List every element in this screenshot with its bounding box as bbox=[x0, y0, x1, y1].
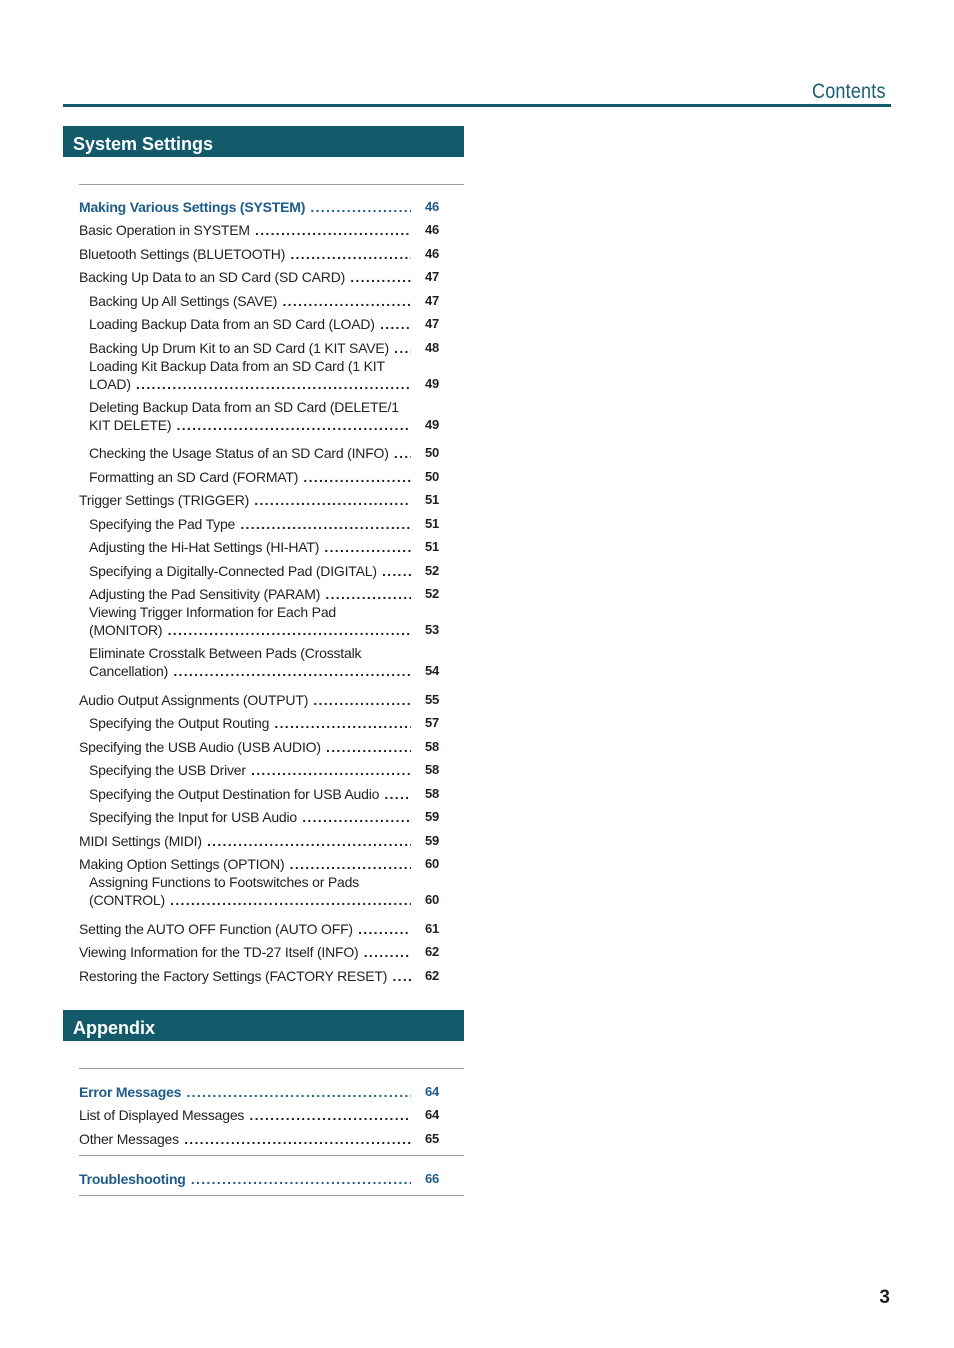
toc-entry-auto-off[interactable]: Setting the AUTO OFF Function (AUTO OFF) ..... 61 bbox=[79, 914, 439, 938]
section-title: System Settings bbox=[73, 134, 214, 154]
toc-entry-backing-up-drum-kit[interactable]: Backing Up Drum Kit to an SD Card (1 KIT SAVE) ..... 48 bbox=[79, 333, 439, 357]
toc-entry-usb-audio[interactable]: Specifying the USB Audio (USB AUDIO) ..... 58 bbox=[79, 732, 439, 756]
toc-entry-loading-kit-backup[interactable]: Loading Kit Backup Data from an SD Card (1 KIT LOAD) ..... 49 bbox=[79, 357, 439, 398]
toc-entry-trigger-settings[interactable]: Trigger Settings (TRIGGER) ..... 51 bbox=[79, 486, 439, 510]
toc-entry-trigger-monitor[interactable]: Viewing Trigger Information for Each Pad (MONITOR) ..... 53 bbox=[79, 603, 439, 644]
toc-entry-error-messages[interactable]: Error Messages ..... 64 bbox=[79, 1077, 439, 1101]
running-header-title: Contents bbox=[812, 80, 886, 103]
toc-entry-bluetooth-settings[interactable]: Bluetooth Settings (BLUETOOTH) ..... 46 bbox=[79, 239, 439, 263]
section-rule bbox=[79, 1155, 464, 1156]
toc-entry-other-messages[interactable]: Other Messages ..... 65 bbox=[79, 1124, 439, 1148]
toc-entry-output-routing[interactable]: Specifying the Output Routing ..... 57 bbox=[79, 709, 439, 733]
section-heading-system-settings bbox=[63, 126, 464, 157]
section-rule bbox=[79, 184, 464, 185]
toc-entry-checking-usage-status[interactable]: Checking the Usage Status of an SD Card (INFO) ..... 50 bbox=[79, 439, 439, 463]
toc-list-system-settings bbox=[79, 192, 439, 985]
toc-entry-troubleshooting[interactable]: Troubleshooting ..... 66 bbox=[79, 1164, 439, 1188]
toc-list-appendix bbox=[79, 1077, 439, 1148]
section-title: Appendix bbox=[73, 1018, 156, 1038]
toc-entry-usb-output-destination[interactable]: Specifying the Output Destination for USB Audio ..... 58 bbox=[79, 779, 439, 803]
toc-entry-footswitch-control[interactable]: Assigning Functions to Footswitches or Pads (CONTROL) ..... 60 bbox=[79, 873, 439, 914]
toc-entry-crosstalk-cancellation[interactable]: Eliminate Crosstalk Between Pads (Crosstalk Cancellation) ..... 54 bbox=[79, 644, 439, 685]
toc-entry-hi-hat-settings[interactable]: Adjusting the Hi-Hat Settings (HI-HAT) ..... 51 bbox=[79, 533, 439, 557]
toc-entry-specifying-pad-type[interactable]: Specifying the Pad Type ..... 51 bbox=[79, 509, 439, 533]
toc-entry-deleting-backup-data[interactable]: Deleting Backup Data from an SD Card (DELETE/1 KIT DELETE) ..... 49 bbox=[79, 398, 439, 439]
toc-entry-factory-reset[interactable]: Restoring the Factory Settings (FACTORY RESET) ..... 62 bbox=[79, 961, 439, 985]
toc-entry-digital-pad[interactable]: Specifying a Digitally-Connected Pad (DIGITAL) ..... 52 bbox=[79, 556, 439, 580]
toc-entry-basic-operation[interactable]: Basic Operation in SYSTEM ..... 46 bbox=[79, 216, 439, 240]
toc-entry-info[interactable]: Viewing Information for the TD-27 Itself (INFO) ..... 62 bbox=[79, 938, 439, 962]
toc-entry-usb-driver[interactable]: Specifying the USB Driver ..... 58 bbox=[79, 756, 439, 780]
toc-entry-pad-sensitivity[interactable]: Adjusting the Pad Sensitivity (PARAM) ..... 52 bbox=[79, 580, 439, 604]
toc-entry-loading-backup-data[interactable]: Loading Backup Data from an SD Card (LOAD) ..... 47 bbox=[79, 310, 439, 334]
toc-entry-usb-input[interactable]: Specifying the Input for USB Audio ..... 59 bbox=[79, 803, 439, 827]
toc-entry-making-various-settings[interactable]: Making Various Settings (SYSTEM) ..... 46 bbox=[79, 192, 439, 216]
section-rule bbox=[79, 1195, 464, 1196]
toc-entry-backing-up-all-settings[interactable]: Backing Up All Settings (SAVE) ..... 47 bbox=[79, 286, 439, 310]
toc-entry-midi-settings[interactable]: MIDI Settings (MIDI) ..... 59 bbox=[79, 826, 439, 850]
section-heading-appendix bbox=[63, 1010, 464, 1041]
toc-entry-list-displayed-messages[interactable]: List of Displayed Messages ..... 64 bbox=[79, 1101, 439, 1125]
header-rule bbox=[63, 104, 891, 107]
toc-entry-audio-output[interactable]: Audio Output Assignments (OUTPUT) ..... 55 bbox=[79, 685, 439, 709]
toc-entry-option-settings[interactable]: Making Option Settings (OPTION) ..... 60 bbox=[79, 850, 439, 874]
toc-entry-backing-up-sd-card[interactable]: Backing Up Data to an SD Card (SD CARD) ..... 47 bbox=[79, 263, 439, 287]
toc-list-troubleshooting bbox=[79, 1164, 439, 1188]
section-rule bbox=[79, 1068, 464, 1069]
toc-entry-formatting-sd-card[interactable]: Formatting an SD Card (FORMAT) ..... 50 bbox=[79, 462, 439, 486]
page-number: 3 bbox=[879, 1287, 890, 1308]
